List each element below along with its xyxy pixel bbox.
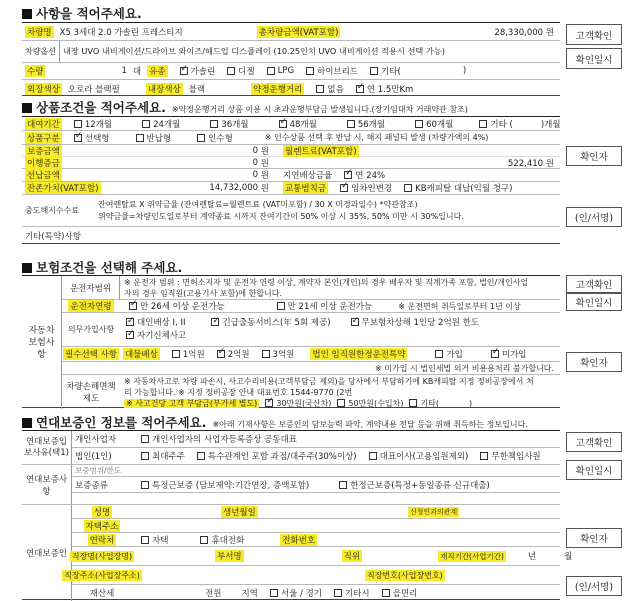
distance-15k-checkbox[interactable] bbox=[356, 85, 364, 93]
customer-confirm-button-3[interactable]: 고객확인 bbox=[566, 432, 622, 452]
guarantor-side-label: 연대보증인 bbox=[22, 505, 72, 601]
distance-none-checkbox[interactable] bbox=[316, 85, 324, 93]
type-select-checkbox[interactable] bbox=[74, 134, 82, 142]
customer-confirm-button-2[interactable]: 고객확인 bbox=[566, 275, 622, 293]
section1-title: 사항을 적어주세요. bbox=[22, 4, 142, 22]
confirm-date-button-1[interactable]: 확인일시 bbox=[566, 48, 622, 69]
residual-unit: 원 bbox=[260, 184, 269, 194]
deposit-label: 보증금액 bbox=[27, 146, 60, 157]
deductible-label: 차량손해면책제도 bbox=[66, 382, 116, 404]
vehicle-option-row bbox=[22, 41, 560, 63]
fine-kb-label: KB캐피탈 대납(익월 청구) bbox=[415, 184, 513, 194]
corp-2-label: 특수관계인 포함 과점/대주주(30%이상) bbox=[207, 452, 357, 462]
prop-label: 대물배상 bbox=[125, 350, 158, 360]
indiv-value: 개인사업자의 사업자등록증상 공동대표 bbox=[152, 435, 297, 445]
corp-row-label: 법인(1인) bbox=[75, 452, 112, 462]
range-label: 운전자범위 bbox=[62, 276, 120, 299]
section4-title: 연대보증인 정보를 적어주세요. ※아래 기재사항은 보증인의 담보능력 파악, 계약내용 전달 등을 위해 취득하는 정보입니다. bbox=[22, 413, 528, 431]
advance-label: 이행증금 bbox=[27, 158, 60, 169]
fuel-hybrid-checkbox[interactable] bbox=[306, 67, 314, 75]
corp-label: 법인 임직원한정운전특약 bbox=[312, 350, 406, 360]
corp-1-checkbox[interactable] bbox=[141, 452, 149, 460]
job-phone-label: 직장번호(사업장번호) bbox=[367, 570, 443, 580]
period-56-checkbox[interactable] bbox=[347, 120, 355, 128]
range-text-1: ※ 운전자 범위 : 면허소지자 및 운전자 연령 이상, 계약자 본인(개인)의 경우 배우자 및 직계가족 포함, 법인/개인사업 bbox=[124, 277, 529, 287]
prepay-unit: 원 bbox=[260, 171, 269, 181]
corp-note: ※ 미가입 시 법인세법 의거 비용용처리 불가합니다. bbox=[375, 363, 555, 373]
fuel-lpg-checkbox[interactable] bbox=[267, 67, 275, 75]
fuel-other-label: 기타( bbox=[381, 67, 401, 77]
late-rate-checkbox[interactable] bbox=[344, 171, 352, 179]
fine-kb-checkbox[interactable] bbox=[404, 184, 412, 192]
section4-note: ※아래 기재사항은 보증인의 담보능력 파악, 계약내용 전달 등을 위해 취득하는 정보입니다. bbox=[212, 420, 528, 429]
insurance-side-label: 자동차보험사항 bbox=[22, 276, 62, 409]
property-opt-4: 기타시 bbox=[345, 589, 370, 599]
residual-row bbox=[22, 182, 560, 195]
blank-row bbox=[72, 493, 560, 505]
fuel-hybrid-label: 하이브리드 bbox=[317, 67, 359, 77]
deductible-text-1: ※ 자동차사고로 차량 파손시, 사고수리비용(고객부담금 제외)을 당사에서 부담하기에 KB캐피탈 지정 정비공장에서 처 bbox=[124, 376, 534, 386]
dob-label: 생년월일 bbox=[223, 507, 256, 518]
fuel-lpg-label: LPG bbox=[277, 66, 295, 76]
ded-50-label: 50만원(수입차) bbox=[348, 398, 404, 408]
period-60-checkbox[interactable] bbox=[415, 120, 423, 128]
ded-30-label: 30만원(국산차) bbox=[276, 398, 332, 408]
relation-label: 신청인과의관계 bbox=[409, 507, 458, 516]
section3-title: 보험조건을 선택해 주세요. bbox=[22, 258, 182, 276]
age-label: 운전자연령 bbox=[70, 302, 112, 312]
job-label: 직장명(사업장명) bbox=[71, 551, 133, 561]
guarantee-type-label: 보증종류 bbox=[75, 480, 108, 491]
corp-4-checkbox[interactable] bbox=[480, 452, 488, 460]
rent-unit: 원 bbox=[545, 158, 554, 169]
late-rate-value: 연 24% bbox=[355, 171, 386, 181]
opt-label: 필수선택 사항 bbox=[65, 350, 117, 360]
property-opt-2: 지역 bbox=[241, 589, 258, 599]
range-row bbox=[62, 276, 560, 300]
tenure-label: 재직기간(사업기간) bbox=[440, 551, 504, 561]
fee-text-2: 위약금율=차량인도일로부터 계약종료 시까지 잔여기간이 50% 이상 시 35%, 50% 미만 시 30%입니다. bbox=[98, 211, 464, 221]
opt-row bbox=[62, 347, 560, 362]
int-color-value[interactable]: 블랙 bbox=[188, 84, 206, 95]
prop-2-label: 2억원 bbox=[227, 350, 250, 360]
total-price-label: 총차량금액(VAT포함) bbox=[258, 27, 339, 38]
age-21-label: 만 21세 이상 운전가능 bbox=[287, 302, 373, 312]
confirm-date-button-3[interactable]: 확인일시 bbox=[566, 460, 622, 480]
distance-none-label: 없음 bbox=[327, 84, 344, 95]
color-row bbox=[22, 80, 560, 97]
corp-3-checkbox[interactable] bbox=[369, 452, 377, 460]
type-return-label: 반납형 bbox=[146, 133, 172, 144]
ded-other-close: ) bbox=[469, 398, 473, 408]
deposit-row bbox=[22, 145, 560, 157]
property-opt-3: 서울 / 경기 bbox=[280, 589, 322, 599]
must-row bbox=[62, 313, 560, 347]
won-unit: 원 bbox=[545, 27, 554, 38]
property-label: 재산세 bbox=[89, 589, 115, 599]
phone-label: 전화번호 bbox=[282, 535, 316, 546]
period-60-label: 60개월 bbox=[426, 119, 454, 130]
confirm-date-button-2[interactable]: 확인일시 bbox=[566, 293, 622, 311]
distance-label: 약정운행거리 bbox=[253, 84, 303, 95]
type-label: 상품구분 bbox=[27, 133, 60, 144]
range-text-2: 자의 경우 임직원(고용기사 포함)에 한합니다. bbox=[124, 288, 283, 298]
corp-note-row bbox=[62, 362, 560, 374]
dept-label: 부서명 bbox=[217, 552, 242, 562]
range-limit-row bbox=[72, 465, 560, 477]
section2-title: 상품조건을 적어주세요. ※약정운행거리 상품 이용 시 초과운행부담금 발생됩니다.(장기임대차 거래약관 참조) bbox=[22, 98, 468, 116]
fine-label: 교통범칙금 bbox=[285, 184, 327, 194]
prepay-row bbox=[22, 169, 560, 182]
period-24-checkbox[interactable] bbox=[142, 120, 150, 128]
fee-label: 중도해지수수료 bbox=[25, 206, 80, 215]
qty-value[interactable]: 1 bbox=[121, 66, 127, 76]
vehicle-name-label: 차량명 bbox=[27, 27, 52, 38]
qty-unit: 대 bbox=[132, 67, 142, 77]
job-addr-row bbox=[64, 566, 560, 585]
property-other-checkbox[interactable] bbox=[334, 589, 342, 597]
period-row bbox=[22, 117, 560, 131]
position-label: 직위 bbox=[343, 552, 361, 562]
type-note: ※ 인수상품 선택 후 반납 시, 해지 패널티 발생 (차량가액의 4%) bbox=[264, 133, 489, 142]
period-12-label: 12개월 bbox=[84, 119, 113, 130]
customer-confirm-button-1[interactable]: 고객확인 bbox=[566, 24, 622, 45]
indiv-checkbox[interactable] bbox=[141, 435, 149, 443]
type-limited-checkbox[interactable] bbox=[339, 481, 347, 489]
fuel-gasoline-checkbox[interactable] bbox=[180, 67, 188, 75]
distance-15k-label: 연 1.5만Km bbox=[366, 84, 414, 95]
etc-label: 기타(특약)사항 bbox=[25, 232, 81, 242]
corp-nojoin-checkbox[interactable] bbox=[491, 350, 499, 358]
int-color-label: 내장색상 bbox=[147, 84, 181, 95]
prop-1-label: 1억원 bbox=[182, 350, 205, 360]
period-label: 대여기간 bbox=[27, 119, 60, 130]
contact-label: 연락처 bbox=[89, 535, 115, 546]
etc-row bbox=[22, 227, 560, 245]
rent-value[interactable]: 522,410 bbox=[507, 158, 544, 169]
home-addr-row bbox=[72, 519, 560, 533]
ded-other-checkbox[interactable] bbox=[409, 399, 417, 407]
residual-value[interactable]: 14,732,000 bbox=[209, 183, 259, 193]
job-addr-label: 직장주소(사업장주소) bbox=[64, 570, 140, 580]
prop-3-label: 3억원 bbox=[272, 350, 295, 360]
type-takeover-label: 인수형 bbox=[208, 133, 233, 144]
type-return-checkbox[interactable] bbox=[136, 134, 144, 142]
type-specific-label: 특정근보증 (담보제약:기간연장, 증액포함) bbox=[152, 480, 310, 491]
property-opt-1: 전원 bbox=[205, 589, 222, 599]
mobile-label: 휴대전화 bbox=[211, 535, 245, 546]
age-26-label: 만 26세 이상 운전가능 bbox=[140, 302, 225, 312]
corp-nojoin-label: 미가입 bbox=[501, 350, 527, 360]
must-2-label: 긴급출동서비스(年 5회 제공) bbox=[222, 317, 331, 328]
guarantee-side-label: 연대보증사항 bbox=[22, 465, 72, 505]
must-4-checkbox[interactable] bbox=[126, 331, 134, 339]
ded-50-checkbox[interactable] bbox=[337, 399, 345, 407]
vehicle-option-value[interactable]: 내장 UVO 내비게이션/드라이브 와이즈/헤드업 디스플레이 (10.25인치 UVO 내비게이션 적용시 선택 가능) bbox=[63, 46, 445, 56]
advance-row bbox=[22, 157, 560, 169]
year-unit: 년 bbox=[527, 552, 537, 562]
period-36-checkbox[interactable] bbox=[210, 120, 218, 128]
contact-row bbox=[72, 533, 560, 547]
rent-label: 월렌트료(VAT포함) bbox=[285, 146, 357, 157]
corp-1-label: 최대주주 bbox=[152, 452, 185, 462]
must-1-label: 대인배상 I, II bbox=[137, 317, 186, 328]
corp-join-label: 가입 bbox=[446, 350, 463, 360]
deductible-row bbox=[62, 374, 560, 409]
prop-1-checkbox[interactable] bbox=[172, 350, 180, 358]
vehicle-name-row bbox=[22, 23, 560, 41]
corp-3-label: 대표이사(고용임원제외) bbox=[379, 452, 469, 462]
deductible-text-2: 리 가능합니다. ※ 지정 정비공장 안내 대표번호 1544-9770 (2번 bbox=[124, 387, 353, 397]
prop-3-checkbox[interactable] bbox=[262, 350, 270, 358]
confirmer-button-2[interactable]: 확인자 bbox=[566, 352, 622, 372]
must-label: 의무가입사항 bbox=[67, 325, 115, 334]
deposit-unit: 원 bbox=[260, 146, 269, 157]
type-select-label: 선택형 bbox=[84, 133, 110, 144]
insurance-form bbox=[22, 275, 560, 408]
prepay-value[interactable]: 0 bbox=[252, 170, 259, 180]
reason-side-label: 연대보증입보사유(택1) bbox=[22, 431, 72, 465]
sign-button-1[interactable]: (인/서명) bbox=[566, 207, 622, 227]
advance-value[interactable]: 0 bbox=[252, 157, 259, 168]
vehicle-form bbox=[22, 22, 560, 96]
fee-text-1: 잔여렌탈료 X 위약금율 (잔여렌탈료=월렌트료 (VAT미포함) / 30 X 미경과일수) *약관참조) bbox=[98, 199, 418, 209]
must-3-checkbox[interactable] bbox=[351, 318, 359, 326]
confirmer-button-1[interactable]: 확인자 bbox=[566, 146, 622, 166]
month-unit: 월 bbox=[564, 552, 573, 562]
fuel-diesel-label: 디젤 bbox=[238, 67, 255, 77]
age-row bbox=[62, 300, 560, 313]
guarantor-form bbox=[22, 430, 573, 600]
confirmer-button-3[interactable]: 확인자 bbox=[566, 528, 622, 548]
must-2-checkbox[interactable] bbox=[211, 318, 219, 326]
corp-join-checkbox[interactable] bbox=[435, 350, 443, 358]
qty-label: 수량 bbox=[27, 67, 44, 77]
period-56-label: 56개월 bbox=[357, 119, 386, 130]
corp-4-label: 무한책임사원 bbox=[491, 452, 541, 462]
age-note: ※ 운전면허 취득일로부터 1년 이상 bbox=[398, 301, 521, 311]
type-specific-checkbox[interactable] bbox=[141, 481, 149, 489]
type-row bbox=[22, 131, 560, 145]
period-other-months: )개월 bbox=[540, 119, 561, 130]
advance-unit: 원 bbox=[260, 158, 269, 169]
home-phone-label: 자택 bbox=[152, 535, 169, 546]
age-21-checkbox[interactable] bbox=[277, 302, 285, 310]
name-row bbox=[72, 505, 560, 519]
property-row bbox=[72, 585, 560, 601]
type-row-4 bbox=[72, 477, 560, 493]
type-takeover-checkbox[interactable] bbox=[197, 134, 205, 142]
property-opt-5: 읍면리 bbox=[392, 589, 418, 599]
fuel-other-checkbox[interactable] bbox=[370, 67, 378, 75]
mobile-checkbox[interactable] bbox=[200, 536, 208, 544]
period-48-checkbox[interactable] bbox=[279, 120, 287, 128]
age-26-checkbox[interactable] bbox=[129, 302, 137, 310]
ext-color-value[interactable]: 오로라 블랙펄 bbox=[67, 84, 120, 95]
job-row bbox=[71, 547, 573, 566]
total-price-value[interactable]: 28,330,000 bbox=[494, 27, 544, 38]
sign-button-2[interactable]: (인/서명) bbox=[566, 576, 622, 596]
residual-label: 잔존가치(VAT포함) bbox=[27, 184, 99, 194]
must-3-label: 무보험차상해 1인당 2억원 한도 bbox=[361, 317, 480, 328]
period-24-label: 24개월 bbox=[153, 119, 181, 130]
section2-note: ※약정운행거리 상품 이용 시 초과운행부담금 발생됩니다.(장기임대차 거래약관 참조) bbox=[171, 105, 468, 114]
indiv-label: 개인사업자 bbox=[75, 435, 117, 445]
type-limited-label: 한정근보증(특정+동일종류 신규대출) bbox=[350, 480, 490, 491]
period-48-label: 48개월 bbox=[289, 119, 317, 130]
property-seoul-checkbox[interactable] bbox=[270, 589, 278, 597]
prepay-label: 선납금액 bbox=[27, 171, 60, 181]
fuel-other-close: ) bbox=[462, 66, 467, 76]
period-other-label: 기타 ( bbox=[490, 119, 513, 130]
fuel-label: 유종 bbox=[149, 67, 166, 77]
prop-2-checkbox[interactable] bbox=[217, 350, 225, 358]
qty-fuel-row bbox=[22, 63, 560, 80]
name-label: 성명 bbox=[93, 507, 111, 518]
ded-30-checkbox[interactable] bbox=[265, 399, 273, 407]
must-1-checkbox[interactable] bbox=[126, 318, 134, 326]
corp-2-checkbox[interactable] bbox=[197, 452, 205, 460]
vehicle-name-value[interactable]: X5 3세대 2.0 가솔린 프레스티지 bbox=[59, 27, 183, 38]
fuel-gasoline-label: 가솔린 bbox=[190, 67, 216, 77]
home-addr-label: 자택주소 bbox=[85, 521, 119, 532]
must-4-label: 자기신체사고 bbox=[137, 330, 187, 341]
fee-row bbox=[22, 195, 560, 227]
period-other-checkbox[interactable] bbox=[479, 120, 487, 128]
period-12-checkbox[interactable] bbox=[74, 120, 82, 128]
fuel-diesel-checkbox[interactable] bbox=[227, 67, 235, 75]
range-limit-label: 보증범위/한도 bbox=[75, 466, 121, 475]
property-rural-checkbox[interactable] bbox=[382, 589, 390, 597]
product-form bbox=[22, 116, 560, 244]
vehicle-option-label: 차량옵션 bbox=[22, 41, 60, 62]
ext-color-label: 외장색상 bbox=[27, 84, 60, 95]
fine-lessee-checkbox[interactable] bbox=[340, 184, 348, 192]
home-phone-checkbox[interactable] bbox=[141, 536, 149, 544]
corp-row bbox=[72, 448, 560, 465]
deposit-value[interactable]: 0 bbox=[252, 145, 259, 156]
fine-lessee-label: 임차인변경 bbox=[351, 184, 393, 194]
deductible-fee-label: ※ 사고건당 고객 부담금(부가세 별도) bbox=[126, 398, 258, 408]
indiv-row bbox=[72, 431, 560, 448]
period-36-label: 36개월 bbox=[221, 119, 249, 130]
late-rate-label: 지연배상금율 bbox=[283, 171, 333, 181]
ded-other-label: 기타( bbox=[420, 398, 440, 408]
